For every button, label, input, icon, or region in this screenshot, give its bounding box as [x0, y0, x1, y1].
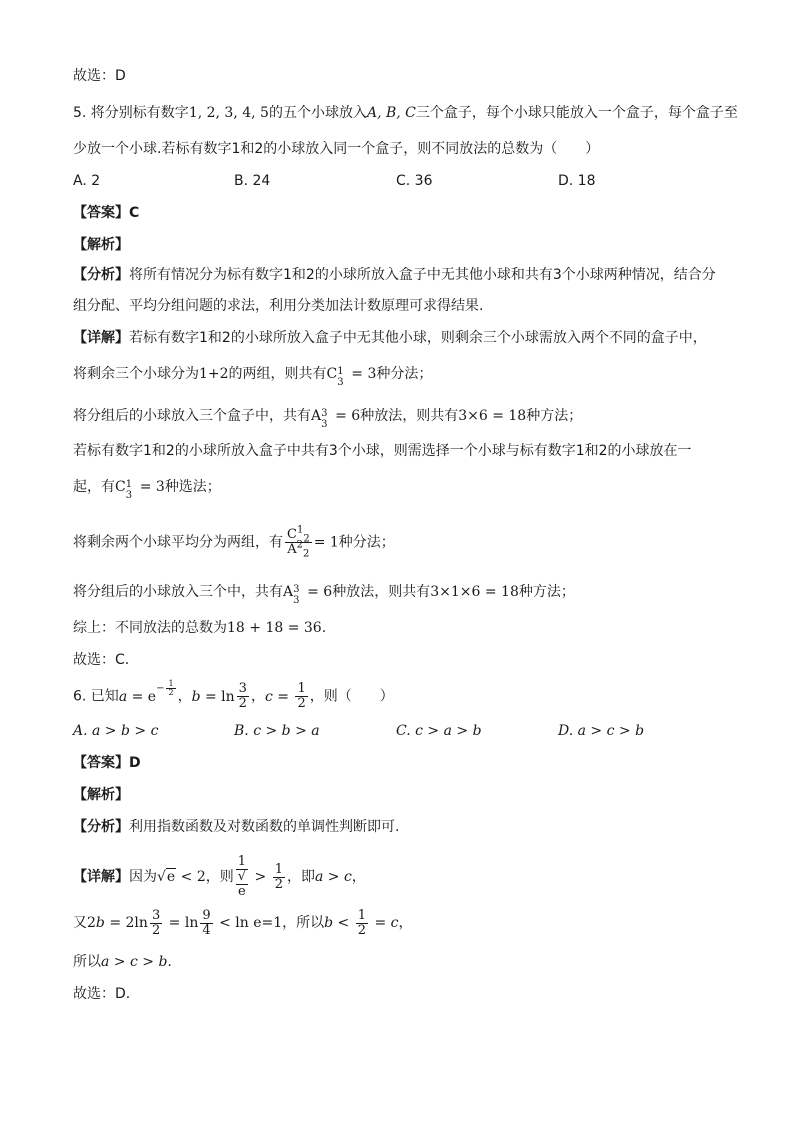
q5-fenxi-line-1 [73, 265, 716, 285]
q5-stem-text: 三个盒子，每个小球只能放入一个盒子，每个盒子至 [415, 105, 738, 121]
q5-stem-text: 的五个小球放入 [268, 105, 367, 121]
prev-answer-line: 故选：D [73, 68, 126, 84]
q5-xiangjie-line-3: 将分组后的小球放入三个盒子中，共有A 3 3 = 6种放法，则共有3×6 = 18种方法； [73, 408, 583, 430]
q5-fenxi-line-2: 组分配、平均分组问题的求法，利用分类加法计数原理可求得结果. [73, 298, 484, 314]
q5-xiangjie-line-2: 将剩余三个小球分为1+2的两组，则共有C 1 3 = 3种分法； [73, 366, 433, 388]
q5-stem-line-2: 少放一个小球.若标有数字1和2的小球放入同一个盒子，则不同放法的总数为（ ） [73, 141, 600, 157]
q5-xiangjie-line-1 [73, 328, 707, 348]
q6-option-b: B. c > b > a [234, 723, 320, 739]
b-lt-c: b < $\frac{1}{2}$ = c [324, 907, 399, 938]
q5-stem-line-1 [73, 103, 738, 123]
q5-xiangjie-line-6: 将剩余两个小球平均分为两组，有 $\frac{C^1_2}{A^2_2}$ = 1种分法； [73, 524, 395, 560]
q6-option-a: A. a > b > c [73, 723, 159, 739]
q5-box-labels: A, B, C [366, 105, 416, 121]
xiangjie-text: 若标有数字1和2的小球所放入盒子中无其他小球，则剩余三个小球需放入两个不同的盒子中， [129, 330, 707, 346]
q6-b-def: b = ln $\frac{3}{2}$ [191, 681, 247, 711]
q6-option-c: C. c > a > b [396, 723, 482, 739]
q5-xiangjie-line-8: 综上：不同放法的总数为18 + 18 = 36. [73, 620, 327, 636]
q5-xiangjie-line-5: 起，有C 1 3 = 3种选法； [73, 479, 221, 501]
q5-option-c: C. 36 [396, 173, 433, 189]
q5-analysis-heading: 【解析】 [73, 237, 129, 253]
q6-xiangjie-line-3: 所以a > c > b. [73, 954, 172, 970]
log-chain: 2b = 2ln $\frac{3}{2}$ = ln $\frac{9}{4}$ < ln e=1 [87, 907, 283, 938]
sqrt-e-lt-2: √e < 2 [157, 869, 206, 885]
q6-fenxi: 【分析】利用指数函数及对数函数的单调性判断即可. [73, 819, 400, 835]
q5-ball-numbers: 1, 2, 3, 4, 5 [188, 105, 269, 121]
q5-option-d: D. 18 [558, 173, 596, 189]
fraction-c-over-a: $\frac{C^1_2}{A^2_2}$ [287, 524, 310, 560]
q6-c-def: c = $\frac{1}{2}$ [264, 681, 306, 711]
q6-answer: 【答案】D [73, 755, 141, 771]
q6-conclusion: 故选：D. [73, 986, 131, 1002]
q5-conclusion: 故选：C. [73, 652, 130, 668]
fenxi-text: 将所有情况分为标有数字1和2的小球所放入盒子中无其他小球和共有3个小球两种情况，结合分 [129, 267, 716, 283]
q6-stem: 6. 已知$a = e^{- \frac{1}{2}}$ ，b = ln $\frac{3}{2}$ ，c = $\frac{1}{2}$ ，则（ ） [73, 678, 394, 711]
xiangjie-tag: 【详解】 [73, 330, 129, 346]
q5-xiangjie-line-7: 将分组后的小球放入三个中，共有A 3 3 = 6种放法，则共有3×1×6 = 18种方法； [73, 584, 575, 606]
q6-xiangjie-line-1: 【详解】因为√e < 2，则 1 √ e > $\frac{1}{2}$ ，即a > c， [73, 854, 366, 899]
q5-option-a: A. 2 [73, 173, 101, 189]
q5-option-b: B. 24 [234, 173, 271, 189]
q6-option-d: D. a > c > b [558, 723, 645, 739]
q6-a-def: $a = e^{- \frac{1}{2}}$ [118, 678, 174, 705]
q6-analysis-heading: 【解析】 [73, 787, 129, 803]
q5-xiangjie-line-4: 若标有数字1和2的小球所放入盒子中共有3个小球，则需选择一个小球与标有数字1和2的小球放在一 [73, 443, 692, 459]
q6-xiangjie-line-2: 又2b = 2ln $\frac{3}{2}$ = ln $\frac{9}{4}$ < ln e=1，所以b < $\frac{1}{2}$ = c， [73, 907, 413, 938]
q5-answer: 【答案】C [73, 205, 140, 221]
fenxi-tag: 【分析】 [73, 267, 129, 283]
q5-stem-text: 5. 将分别标有数字 [73, 105, 189, 121]
inequality-frac: 1 √ e > $\frac{1}{2}$ [237, 854, 283, 899]
